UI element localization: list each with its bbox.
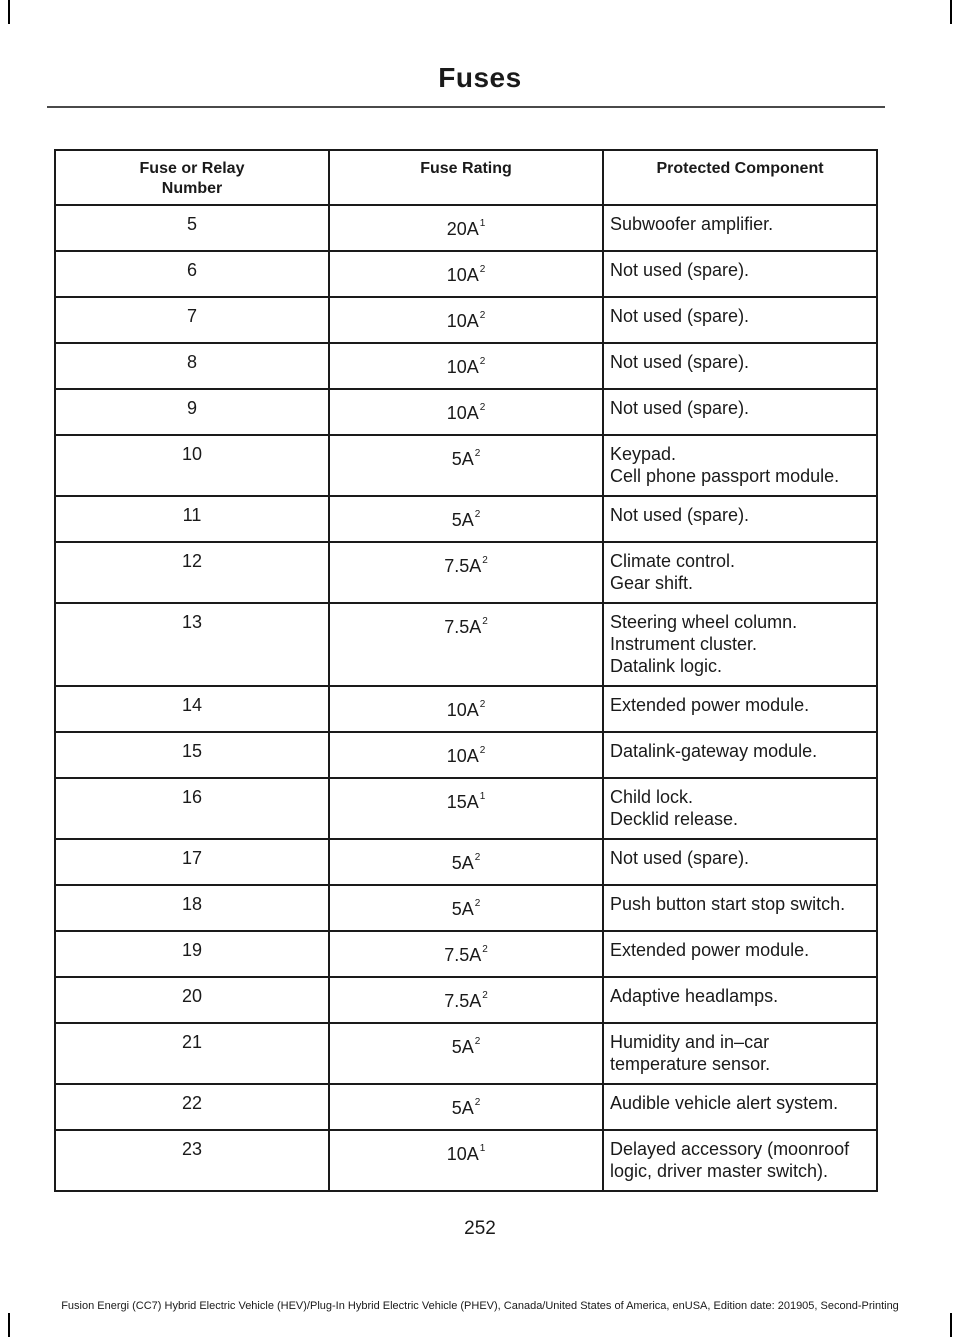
component-line: Not used (spare).: [610, 505, 750, 525]
component-line: Cell phone passport module.: [610, 466, 840, 486]
protected-component-cell: [603, 435, 877, 496]
fuse-rating-cell: [329, 1130, 603, 1191]
component-line: Not used (spare).: [610, 848, 750, 868]
fuse-table: [54, 149, 878, 1192]
table-row: [55, 686, 877, 732]
protected-component-cell: [603, 885, 877, 931]
protected-component-cell: [603, 1130, 877, 1191]
footnote-marker: 2: [482, 555, 488, 566]
protected-component-cell: [603, 686, 877, 732]
fuse-number-cell: 7: [55, 297, 329, 343]
fuse-number-cell: 17: [55, 839, 329, 885]
fuse-number-cell: 10: [55, 435, 329, 496]
protected-component-cell: [603, 496, 877, 542]
fuse-rating-value: 10A: [446, 403, 479, 423]
component-line: Not used (spare).: [610, 352, 750, 372]
table-row: [55, 885, 877, 931]
footnote-marker: 2: [482, 616, 488, 627]
header-rule: [47, 106, 885, 108]
fuse-rating-value: 15A: [446, 792, 479, 812]
table-row: [55, 1023, 877, 1084]
table-row: [55, 205, 877, 251]
fuse-number-cell: 19: [55, 931, 329, 977]
fuse-number-cell: 12: [55, 542, 329, 603]
protected-component-cell: [603, 205, 877, 251]
protected-component-cell: [603, 778, 877, 839]
footnote-marker: 2: [482, 990, 488, 1001]
component-line: Audible vehicle alert system.: [610, 1093, 839, 1113]
protected-component-cell: [603, 251, 877, 297]
fuse-rating-value: 5A: [451, 449, 474, 469]
protected-component-cell: [603, 732, 877, 778]
component-line: Adaptive headlamps.: [610, 986, 779, 1006]
fuse-rating-cell: [329, 496, 603, 542]
footnote-marker: 2: [479, 699, 486, 710]
table-row: [55, 389, 877, 435]
component-line: Instrument cluster.: [610, 634, 758, 654]
component-line: Child lock.: [610, 787, 694, 807]
protected-component-cell: [603, 931, 877, 977]
fuse-rating-cell: [329, 686, 603, 732]
table-row: [55, 1084, 877, 1130]
fuse-rating-cell: [329, 977, 603, 1023]
component-line: Extended power module.: [610, 940, 810, 960]
footnote-marker: 1: [479, 1143, 486, 1154]
fuse-rating-cell: [329, 297, 603, 343]
footnote-marker: 2: [479, 310, 486, 321]
fuse-rating-cell: [329, 603, 603, 686]
protected-component-cell: [603, 389, 877, 435]
fuse-number-cell: 13: [55, 603, 329, 686]
component-line: Climate control.: [610, 551, 736, 571]
column-header-component: Protected Component: [603, 150, 877, 205]
fuse-rating-value: 10A: [446, 700, 479, 720]
crop-mark: [8, 0, 10, 24]
fuse-rating-cell: [329, 778, 603, 839]
component-line: Datalink-gateway module.: [610, 741, 818, 761]
column-header-rating: Fuse Rating: [329, 150, 603, 205]
fuse-rating-value: 10A: [446, 311, 479, 331]
protected-component-cell: [603, 297, 877, 343]
component-line: Not used (spare).: [610, 398, 750, 418]
fuse-rating-cell: [329, 1023, 603, 1084]
component-line: Delayed accessory (moonroof logic, driver master switch).: [610, 1139, 850, 1181]
table-row: [55, 977, 877, 1023]
fuse-number-cell: 20: [55, 977, 329, 1023]
fuse-rating-cell: [329, 251, 603, 297]
component-line: Decklid release.: [610, 809, 739, 829]
fuse-rating-cell: [329, 839, 603, 885]
fuse-rating-value: 7.5A: [444, 991, 482, 1011]
page-number: 252: [464, 1218, 496, 1239]
fuse-rating-value: 5A: [451, 510, 474, 530]
footnote-marker: 2: [474, 509, 481, 520]
table-row: [55, 1130, 877, 1191]
fuse-number-cell: 16: [55, 778, 329, 839]
component-line: Extended power module.: [610, 695, 810, 715]
fuse-rating-cell: [329, 931, 603, 977]
table-row: [55, 343, 877, 389]
protected-component-cell: [603, 343, 877, 389]
footnote-marker: 2: [474, 1097, 481, 1108]
component-line: Not used (spare).: [610, 260, 750, 280]
fuse-number-cell: 18: [55, 885, 329, 931]
fuse-rating-value: 7.5A: [444, 617, 482, 637]
page-title: Fuses: [438, 62, 522, 93]
column-header-number-line2: Number: [161, 180, 223, 197]
footnote-marker: 2: [474, 852, 481, 863]
fuse-number-cell: 9: [55, 389, 329, 435]
component-line: Push button start stop switch.: [610, 894, 846, 914]
footnote-marker: 2: [479, 356, 486, 367]
protected-component-cell: [603, 603, 877, 686]
table-row: [55, 297, 877, 343]
component-line: Humidity and in–car temperature sensor.: [610, 1032, 771, 1074]
crop-mark: [8, 1313, 10, 1337]
page-footer: Fusion Energi (CC7) Hybrid Electric Vehicle (HEV)/Plug-In Hybrid Electric Vehicle (PHEV), Canada/United States of America, enUSA, Edition date: 201905, Second-Printing: [61, 1300, 899, 1312]
fuse-rating-cell: [329, 435, 603, 496]
fuse-number-cell: 22: [55, 1084, 329, 1130]
protected-component-cell: [603, 839, 877, 885]
fuse-rating-cell: [329, 885, 603, 931]
fuse-number-cell: 21: [55, 1023, 329, 1084]
footnote-marker: 2: [474, 448, 481, 459]
fuse-rating-value: 5A: [451, 899, 474, 919]
table-row: [55, 732, 877, 778]
fuse-rating-cell: [329, 389, 603, 435]
protected-component-cell: [603, 542, 877, 603]
fuse-rating-value: 5A: [451, 1037, 474, 1057]
fuse-rating-value: 20A: [446, 219, 479, 239]
table-row: [55, 603, 877, 686]
fuse-rating-cell: [329, 205, 603, 251]
crop-mark: [950, 1313, 952, 1337]
protected-component-cell: [603, 977, 877, 1023]
table-row: [55, 778, 877, 839]
fuse-rating-cell: [329, 542, 603, 603]
crop-mark: [950, 0, 952, 24]
footnote-marker: 1: [479, 791, 486, 802]
fuse-rating-cell: [329, 343, 603, 389]
column-header-number: [55, 150, 329, 205]
fuse-number-cell: 23: [55, 1130, 329, 1191]
fuse-number-cell: 6: [55, 251, 329, 297]
table-row: [55, 435, 877, 496]
protected-component-cell: [603, 1023, 877, 1084]
fuse-rating-cell: [329, 732, 603, 778]
footnote-marker: 2: [474, 898, 481, 909]
table-row: [55, 496, 877, 542]
table-row: [55, 839, 877, 885]
fuse-rating-value: 7.5A: [444, 556, 482, 576]
protected-component-cell: [603, 1084, 877, 1130]
fuse-number-cell: 15: [55, 732, 329, 778]
table-row: [55, 931, 877, 977]
table-body: [55, 205, 877, 1191]
fuse-rating-value: 10A: [446, 1144, 479, 1164]
component-line: Gear shift.: [610, 573, 694, 593]
fuse-rating-cell: [329, 1084, 603, 1130]
fuse-number-cell: 11: [55, 496, 329, 542]
footnote-marker: 2: [474, 1036, 481, 1047]
table-row: [55, 542, 877, 603]
footnote-marker: 1: [479, 218, 486, 229]
component-line: Datalink logic.: [610, 656, 723, 676]
table-header-row: [55, 150, 877, 205]
fuse-rating-value: 5A: [451, 853, 474, 873]
fuse-rating-value: 5A: [451, 1098, 474, 1118]
footnote-marker: 2: [479, 745, 486, 756]
footnote-marker: 2: [482, 944, 488, 955]
fuse-number-cell: 5: [55, 205, 329, 251]
fuse-rating-value: 7.5A: [444, 945, 482, 965]
component-line: Not used (spare).: [610, 306, 750, 326]
fuse-rating-value: 10A: [446, 357, 479, 377]
fuse-rating-value: 10A: [446, 746, 479, 766]
component-line: Steering wheel column.: [610, 612, 798, 632]
footnote-marker: 2: [479, 402, 486, 413]
footnote-marker: 2: [479, 264, 486, 275]
component-line: Subwoofer amplifier.: [610, 214, 774, 234]
table-row: [55, 251, 877, 297]
component-line: Keypad.: [610, 444, 677, 464]
fuse-number-cell: 14: [55, 686, 329, 732]
fuse-rating-value: 10A: [446, 265, 479, 285]
column-header-number-line1: Fuse or Relay: [139, 160, 245, 177]
fuse-number-cell: 8: [55, 343, 329, 389]
